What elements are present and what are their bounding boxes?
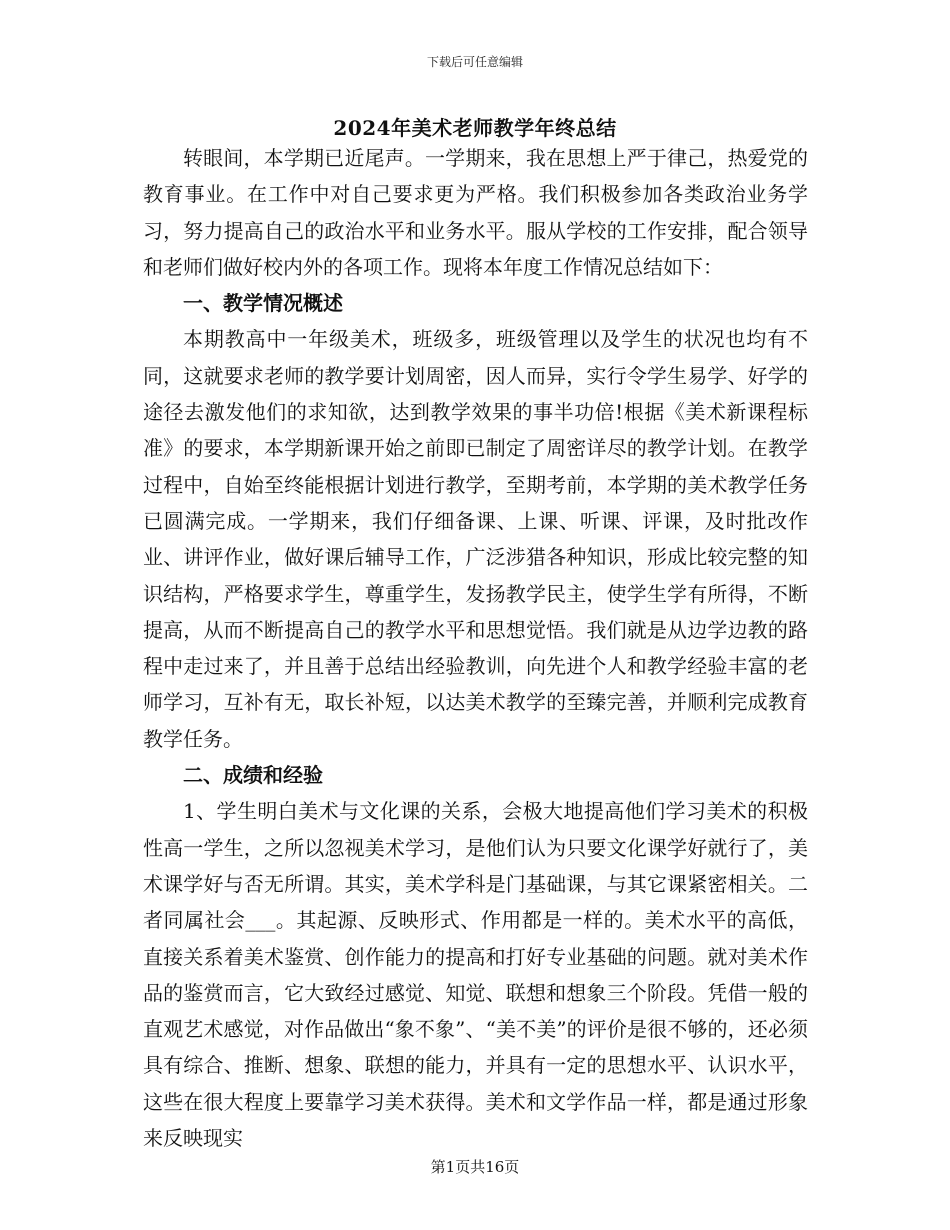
intro-paragraph: 转眼间，本学期已近尾声。一学期来，我在思想上严于律己，热爱党的教育事业。在工作中对自己要求更为严格。我们积极参加各类政治业务学习，努力提高自己的政治水平和业务水平。服从学校的工作安排，配合领导和老师们做好校内外的各项工作。现将本年度工作情况总结如下： — [143, 146, 808, 279]
section-paragraph-achievements: 1、学生明白美术与文化课的关系，会极大地提高他们学习美术的积极性高一学生，之所以忽视美术学习，是他们认为只要文化课学好就行了，美术课学好与否无所谓。其实，美术学科是门基础课，与其它课紧密相关。二者同属社会___。其起源、反映形式、作用都是一样的。美术水平的高低，直接关系着美术鉴赏、创作能力的提高和打好专业基础的问题。就对美术作品的鉴赏而言，它大致经过感觉、知觉、联想和想象三个阶段。凭借一般的直观艺术感觉，对作品做出“象不象”、“美不美”的评价是很不够的，还必须具有综合、推断、想象、联想的能力，并具有一定的思想水平、认识水平，这些在很大程度上要靠学习美术获得。美术和文学作品一样，都是通过形象来反映现实 — [143, 799, 808, 1151]
section-heading-achievements: 二、成绩和经验 — [183, 763, 323, 788]
page-header-note: 下载后可任意编辑 — [426, 55, 523, 69]
section-paragraph-teaching-overview: 本期教高中一年级美术，班级多，班级管理以及学生的状况也均有不同，这就要求老师的教学要计划周密，因人而异，实行令学生易学、好学的途径去激发他们的求知欲，达到教学效果的事半功倍!根据《美术新课程标准》的要求，本学期新课开始之前即已制定了周密详尽的教学计划。在教学过程中，自始至终能根据计划进行教学，至期考前，本学期的美术教学任务已圆满完成。一学期来，我们仔细备课、上课、听课、评课，及时批改作业、讲评作业，做好课后辅导工作，广泛涉猎各种知识，形成比较完整的知识结构，严格要求学生，尊重学生，发扬教学民主，使学生学有所得，不断提高，从而不断提高自己的教学水平和思想觉悟。我们就是从边学边教的路程中走过来了，并且善于总结出经验教训，向先进个人和教学经验丰富的老师学习，互补有无，取长补短，以达美术教学的至臻完善，并顺利完成教育教学任务。 — [143, 327, 808, 751]
section-heading-teaching-overview: 一、教学情况概述 — [183, 291, 343, 316]
document-title: 2024年美术老师教学年终总结 — [333, 116, 617, 140]
document-body — [143, 140, 808, 1156]
page-number: 第1页共16页 — [430, 1158, 520, 1176]
